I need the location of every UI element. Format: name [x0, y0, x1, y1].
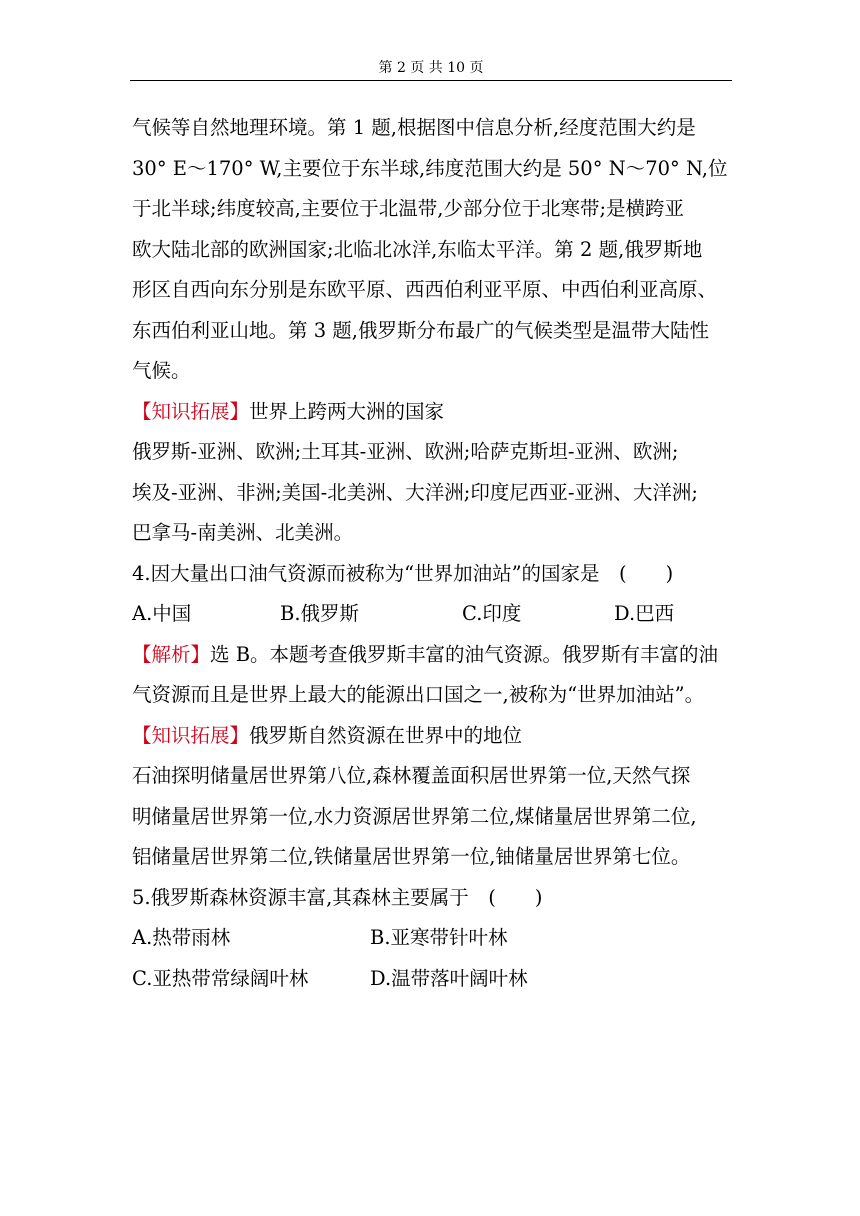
text-line: 于北半球;纬度较高,主要位于北温带,少部分位于北寒带;是横跨亚: [132, 197, 685, 220]
question-5-options-row2: [132, 959, 732, 1000]
text-line: 埃及-亚洲、非洲;美国-北美洲、大洋洲;印度尼西亚-亚洲、大洋洲;: [132, 480, 698, 504]
option-d: D.温带落叶阔叶林: [370, 966, 528, 990]
text-line: 气资源而且是世界上最大的能源出口国之一,被称为“世界加油站”。: [132, 683, 705, 706]
option-c: C.印度: [462, 602, 522, 625]
option-d: D.巴西: [614, 602, 675, 625]
text-line: 30° E～170° W,主要位于东半球,纬度范围大约是 50° N～70° N,位: [132, 156, 728, 180]
knowledge-extension-heading: [132, 392, 732, 433]
option-c: C.亚热带常绿阔叶林: [132, 966, 309, 990]
analysis-tag: 【解析】: [132, 642, 211, 666]
question-5-stem: 5.俄罗斯森林资源丰富,其森林主要属于 ( ): [132, 885, 543, 909]
text-line: 明储量居世界第一位,水力资源居世界第二位,煤储量居世界第二位,: [132, 804, 697, 828]
option-a: A.中国: [132, 602, 192, 625]
text-line: 铝储量居世界第二位,铁储量居世界第一位,铀储量居世界第七位。: [132, 845, 691, 868]
text-line: 欧大陆北部的欧洲国家;北临北冰洋,东临太平洋。第 2 题,俄罗斯地: [132, 237, 703, 261]
text-line: 巴拿马-南美洲、北美洲。: [132, 521, 354, 544]
document-body: [132, 108, 732, 999]
text-line: 气候等自然地理环境。第 1 题,根据图中信息分析,经度范围大约是: [132, 116, 696, 139]
option-b: B.亚寒带针叶林: [370, 926, 508, 949]
knowledge-extension-tag: 【知识拓展】: [132, 723, 250, 747]
text-line: 石油探明储量居世界第八位,森林覆盖面积居世界第一位,天然气探: [132, 764, 691, 787]
question-4-options: [132, 594, 732, 635]
question-4-stem: 4.因大量出口油气资源而被称为“世界加油站”的国家是 ( ): [132, 561, 674, 585]
question-5-options-row1: [132, 918, 732, 959]
analysis-text: 选 B。本题考查俄罗斯丰富的油气资源。俄罗斯有丰富的油: [210, 642, 719, 666]
text-line: 东西伯利亚山地。第 3 题,俄罗斯分布最广的气候类型是温带大陆性: [132, 318, 710, 342]
text-line: 俄罗斯-亚洲、欧洲;土耳其-亚洲、欧洲;哈萨克斯坦-亚洲、欧洲;: [132, 440, 679, 463]
knowledge-extension-tag: 【知识拓展】: [132, 399, 250, 423]
text-line: 形区自西向东分别是东欧平原、西西伯利亚平原、中西伯利亚高原、: [132, 278, 718, 301]
text-line: 气候。: [132, 359, 191, 382]
analysis-line: [132, 635, 732, 676]
knowledge-extension-title: 世界上跨两大洲的国家: [249, 399, 445, 423]
page-header: 第 2 页 共 10 页: [130, 58, 732, 81]
knowledge-extension-title: 俄罗斯自然资源在世界中的地位: [249, 723, 523, 747]
knowledge-extension-heading: [132, 716, 732, 757]
option-a: A.热带雨林: [132, 926, 231, 949]
option-b: B.俄罗斯: [280, 602, 360, 625]
